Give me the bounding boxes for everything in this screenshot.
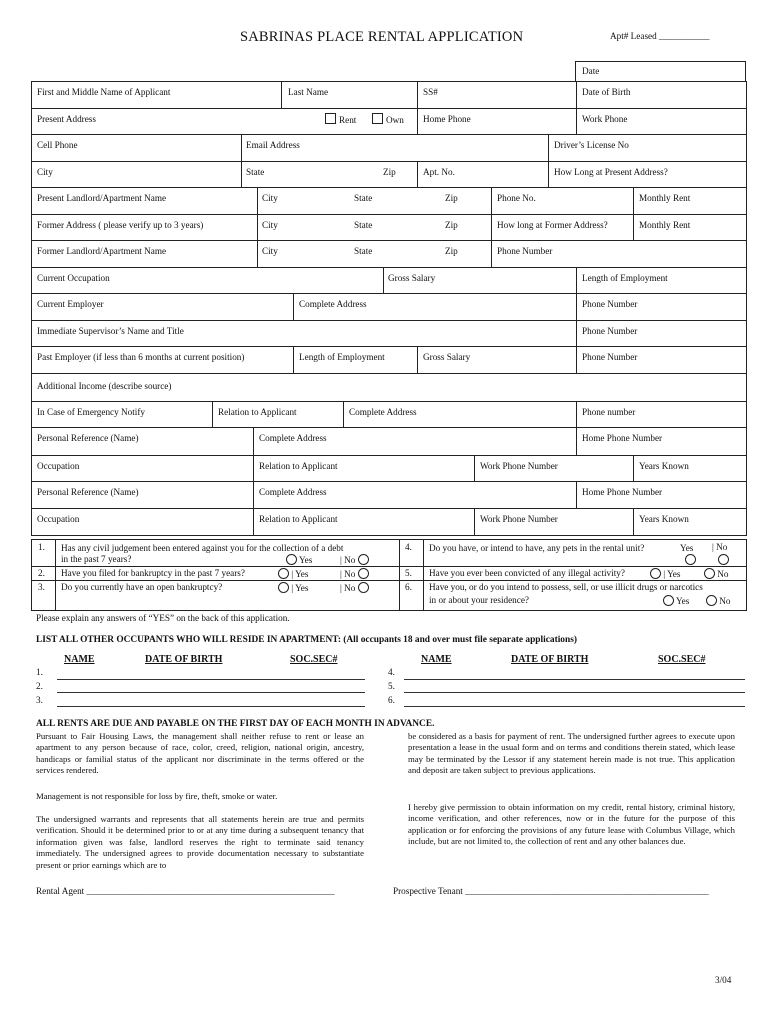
q6-text: Have you, or do you intend to possess, sell, or use illicit drugs or narcotics <box>429 582 703 592</box>
former-landlord-zip-field[interactable]: Zip <box>445 246 458 256</box>
q3-no-label: No <box>344 583 356 593</box>
q3-no-radio[interactable]: | No <box>340 582 369 593</box>
q2-number: 2. <box>38 568 45 578</box>
q5-number: 5. <box>405 568 412 578</box>
q5-no-label: No <box>717 569 729 579</box>
landlord-zip-field[interactable]: Zip <box>445 193 458 203</box>
q5-yes-label: Yes <box>667 569 681 579</box>
former-landlord-city-field[interactable]: City <box>262 246 278 256</box>
q4-text: Do you have, or intend to have, any pets in the rental unit? <box>429 543 645 553</box>
q1-text: Has any civil judgement been entered against you for the collection of a debt <box>61 543 344 553</box>
q2-yes-radio[interactable]: | Yes <box>278 568 308 579</box>
occupant-num-4: 4. <box>388 667 395 677</box>
landlord-state-field[interactable]: State <box>354 193 373 203</box>
q4-no-circle[interactable] <box>718 554 729 565</box>
occupation-row <box>32 267 746 294</box>
q3-yes-circle[interactable] <box>278 582 289 593</box>
occupant-line-2[interactable] <box>57 692 365 693</box>
rent-option[interactable] <box>325 113 356 125</box>
q3-number: 3. <box>38 582 45 592</box>
drivers-license-field[interactable]: Driver’s License No <box>554 140 629 150</box>
first-middle-name-field[interactable]: First and Middle Name of Applicant <box>37 87 171 97</box>
emergency-relation-field[interactable]: Relation to Applicant <box>218 406 297 417</box>
explain-note: Please explain any answers of “YES” on the back of this application. <box>36 613 290 623</box>
reference2-row <box>32 481 746 508</box>
reference1-name-field[interactable]: Personal Reference (Name) <box>37 433 139 443</box>
former-state-field[interactable]: State <box>354 219 373 230</box>
additional-income-row <box>32 373 746 401</box>
q4-yes-radio[interactable] <box>685 554 696 565</box>
city-field[interactable]: City <box>37 166 53 177</box>
contact-row <box>32 134 746 161</box>
landlord-phone-field[interactable]: Phone No. <box>497 193 536 203</box>
q2-yes-label: Yes <box>295 569 309 579</box>
occupant-line-6[interactable] <box>404 706 745 707</box>
occupant-soc-header-right: SOC.SEC# <box>658 654 706 665</box>
reference1-occupation-field[interactable]: Occupation <box>37 460 80 471</box>
emergency-address-field[interactable]: Complete Address <box>349 406 417 417</box>
employer-address-field[interactable]: Complete Address <box>299 299 367 309</box>
q2-no-circle[interactable] <box>358 568 369 579</box>
q3-yes-label: Yes <box>295 583 309 593</box>
cell-phone-field[interactable]: Cell Phone <box>37 140 78 150</box>
ssn-field[interactable]: SS# <box>423 87 438 97</box>
q5-no-radio[interactable] <box>704 568 729 579</box>
q2-no-label: No <box>344 569 356 579</box>
fair-housing-paragraph: Pursuant to Fair Housing Laws, the management shall neither refuse to rent or lease an apartment to any person because of race, color, creed, religion, national origin, ancestry, handicaps or familial status of the applicant nor discriminate in the terms offered or the services rendered. <box>36 731 364 776</box>
state-field[interactable]: State <box>246 166 265 177</box>
occupant-line-1[interactable] <box>57 679 365 680</box>
reference2-home-phone-field[interactable]: Home Phone Number <box>582 487 663 497</box>
city-row <box>32 161 746 188</box>
reference2-years-known-field[interactable]: Years Known <box>639 513 689 524</box>
reference1-home-phone-field[interactable]: Home Phone Number <box>582 433 663 443</box>
q2-text: Have you filed for bankruptcy in the past 7 years? <box>61 568 245 578</box>
gross-salary-field[interactable]: Gross Salary <box>388 272 436 283</box>
q6-number: 6. <box>405 582 412 592</box>
occupant-dob-header-left: DATE OF BIRTH <box>145 654 223 665</box>
application-table <box>31 81 747 536</box>
form-version: 3/04 <box>715 975 732 985</box>
reference2-work-phone-field[interactable]: Work Phone Number <box>480 513 558 524</box>
reference1-row <box>32 427 746 455</box>
address-row <box>32 108 746 135</box>
own-label: Own <box>386 114 404 125</box>
q6-text-cont: in or about your residence? <box>429 595 530 605</box>
rent-checkbox[interactable] <box>325 113 336 124</box>
occupant-soc-header-left: SOC.SEC# <box>290 654 338 665</box>
past-length-employment-field[interactable]: Length of Employment <box>299 352 385 362</box>
q6-no-radio[interactable] <box>706 595 731 606</box>
last-name-field[interactable]: Last Name <box>288 87 329 97</box>
q5-text: Have you ever been convicted of any illegal activity? <box>429 568 625 578</box>
zip-field[interactable]: Zip <box>383 166 396 177</box>
q6-yes-label: Yes <box>675 596 690 606</box>
current-occupation-field[interactable]: Current Occupation <box>37 272 110 283</box>
q4-number: 4. <box>405 542 412 552</box>
date-box[interactable] <box>575 61 746 82</box>
supervisor-field[interactable]: Immediate Supervisor’s Name and Title <box>37 325 184 336</box>
former-city-field[interactable]: City <box>262 219 278 230</box>
not-responsible-paragraph: Management is not responsible for loss by fire, theft, smoke or water. <box>36 791 278 801</box>
q4-no-label: | No <box>712 542 728 552</box>
former-landlord-field[interactable]: Former Landlord/Apartment Name <box>37 246 167 256</box>
occupant-line-4[interactable] <box>404 679 745 680</box>
own-checkbox[interactable] <box>372 113 383 124</box>
occupants-heading: LIST ALL OTHER OCCUPANTS WHO WILL RESIDE IN APARTMENT: (All occupants 18 and over must file separate applications) <box>36 635 577 645</box>
former-address-field[interactable]: Former Address ( please verify up to 3 years) <box>37 219 204 230</box>
q6-yes-radio[interactable] <box>663 595 689 606</box>
rent-due-heading: ALL RENTS ARE DUE AND PAYABLE ON THE FIRST DAY OF EACH MONTH IN ADVANCE. <box>36 719 435 729</box>
emergency-phone-field[interactable]: Phone number <box>582 406 636 417</box>
former-landlord-row <box>32 240 746 267</box>
apt-leased-field[interactable]: Apt# Leased ___________ <box>610 31 710 41</box>
former-landlord-phone-field[interactable]: Phone Number <box>497 246 553 256</box>
landlord-city-field[interactable]: City <box>262 193 278 203</box>
q1-no-circle[interactable] <box>358 554 369 565</box>
monthly-rent-field[interactable]: Monthly Rent <box>639 193 691 203</box>
occupant-num-5: 5. <box>388 681 395 691</box>
q2-no-radio[interactable]: | No <box>340 568 369 579</box>
how-long-former-field[interactable]: How long at Former Address? <box>497 219 608 230</box>
emergency-contact-field[interactable]: In Case of Emergency Notify <box>37 406 146 417</box>
q4-no-text: No <box>716 542 728 552</box>
emergency-row <box>32 401 746 428</box>
present-landlord-field[interactable]: Present Landlord/Apartment Name <box>37 193 167 203</box>
q5-no-circle[interactable] <box>704 568 715 579</box>
date-of-birth-field[interactable]: Date of Birth <box>582 87 631 97</box>
q2-yes-circle[interactable] <box>278 568 289 579</box>
reference1-relation-field[interactable]: Relation to Applicant <box>259 460 338 471</box>
rent-label: Rent <box>339 114 357 125</box>
continued-paragraph: be considered as a basis for payment of rent. The undersigned further agrees to execute upon presentation a lease in the usual form and on terms and conditions therein stated, which lease may be terminated by the Lessor if any statement herein made is not true. This application and deposit are taken subject to previous applications. <box>408 731 735 776</box>
reference1-years-known-field[interactable]: Years Known <box>639 460 689 471</box>
date-label: Date <box>582 66 600 76</box>
former-zip-field[interactable]: Zip <box>445 219 458 230</box>
q1-number: 1. <box>38 542 45 552</box>
length-employment-field[interactable]: Length of Employment <box>582 272 668 283</box>
q6-yes-circle[interactable] <box>663 595 674 606</box>
work-phone-field[interactable]: Work Phone <box>582 113 628 124</box>
email-field[interactable]: Email Address <box>246 140 300 150</box>
q1-yes-circle[interactable] <box>286 554 297 565</box>
warrants-paragraph: The undersigned warrants and represents that all statements herein are true and permits verification. Should it be determined prior to or at any time during a subsequent tenancy that information given was false, landlord reserves the right to terminate said tenancy immediately. The undersigned agrees to provide documentation necessary to substantiate present or prior earnings which are to <box>36 814 364 870</box>
own-option[interactable] <box>372 113 404 125</box>
supervisor-phone-field[interactable]: Phone Number <box>582 325 638 336</box>
home-phone-field[interactable]: Home Phone <box>423 113 471 124</box>
additional-income-field[interactable]: Additional Income (describe source) <box>37 380 172 391</box>
occupant-num-3: 3. <box>36 695 43 705</box>
former-address-row <box>32 214 746 241</box>
occupant-name-header-right: NAME <box>421 654 452 665</box>
occupant-dob-header-right: DATE OF BIRTH <box>511 654 589 665</box>
q6-no-label: No <box>719 596 731 606</box>
current-employer-field[interactable]: Current Employer <box>37 299 104 309</box>
reference1-occupation-row <box>32 455 746 482</box>
q4-yes-circle[interactable] <box>685 554 696 565</box>
q4-yes-label: Yes <box>680 543 694 553</box>
q5-yes-circle[interactable] <box>650 568 661 579</box>
reference2-occupation-field[interactable]: Occupation <box>37 513 80 524</box>
questions-box <box>31 539 747 611</box>
form-title: SABRINAS PLACE RENTAL APPLICATION <box>240 29 524 45</box>
occupant-line-3[interactable] <box>57 706 365 707</box>
reference1-address-field[interactable]: Complete Address <box>259 433 327 443</box>
q5-yes-radio[interactable]: | Yes <box>650 568 680 579</box>
how-long-present-field[interactable]: How Long at Present Address? <box>554 166 668 177</box>
q3-yes-radio[interactable]: | Yes <box>278 582 308 593</box>
q4-no-radio[interactable] <box>718 554 729 565</box>
past-employer-row <box>32 346 746 373</box>
supervisor-row <box>32 320 746 347</box>
q1-no-label: No <box>344 555 356 565</box>
reference1-work-phone-field[interactable]: Work Phone Number <box>480 460 558 471</box>
employer-row <box>32 293 746 320</box>
occupant-name-header-left: NAME <box>64 654 95 665</box>
q3-no-circle[interactable] <box>358 582 369 593</box>
q1-no-radio[interactable]: | No <box>340 554 369 565</box>
q6-no-circle[interactable] <box>706 595 717 606</box>
past-gross-salary-field[interactable]: Gross Salary <box>423 352 471 362</box>
present-address-field[interactable]: Present Address <box>37 113 96 124</box>
q1-yes-radio[interactable] <box>286 554 312 565</box>
occupant-line-5[interactable] <box>404 692 745 693</box>
reference2-name-field[interactable]: Personal Reference (Name) <box>37 487 139 497</box>
q1-text-cont: in the past 7 years? <box>61 554 132 564</box>
prospective-tenant-signature[interactable]: Prospective Tenant _____________________________________________________ <box>393 886 709 896</box>
name-row <box>32 81 746 108</box>
former-landlord-state-field[interactable]: State <box>354 246 373 256</box>
reference2-occupation-row <box>32 508 746 536</box>
apt-no-field[interactable]: Apt. No. <box>423 166 455 177</box>
reference2-address-field[interactable]: Complete Address <box>259 487 327 497</box>
present-landlord-row <box>32 187 746 214</box>
past-employer-field[interactable]: Past Employer (if less than 6 months at current position) <box>37 352 245 362</box>
employer-phone-field[interactable]: Phone Number <box>582 299 638 309</box>
reference2-relation-field[interactable]: Relation to Applicant <box>259 513 338 524</box>
occupant-num-6: 6. <box>388 695 395 705</box>
permission-paragraph: I hereby give permission to obtain information on my credit, rental history, criminal history, income verification, and other references, now or in the future for the purpose of this application or for enforcing the provisions of any future lease with Columbus Village, which include, but are not limited to, the collection of rent and any other balances due. <box>408 802 735 847</box>
rental-agent-signature[interactable]: Rental Agent ______________________________________________________ <box>36 886 335 896</box>
occupant-num-1: 1. <box>36 667 43 677</box>
q3-text: Do you currently have an open bankruptcy? <box>61 582 223 592</box>
past-employer-phone-field[interactable]: Phone Number <box>582 352 638 362</box>
q1-yes-label: Yes <box>298 555 313 565</box>
occupant-num-2: 2. <box>36 681 43 691</box>
former-monthly-rent-field[interactable]: Monthly Rent <box>639 219 691 230</box>
